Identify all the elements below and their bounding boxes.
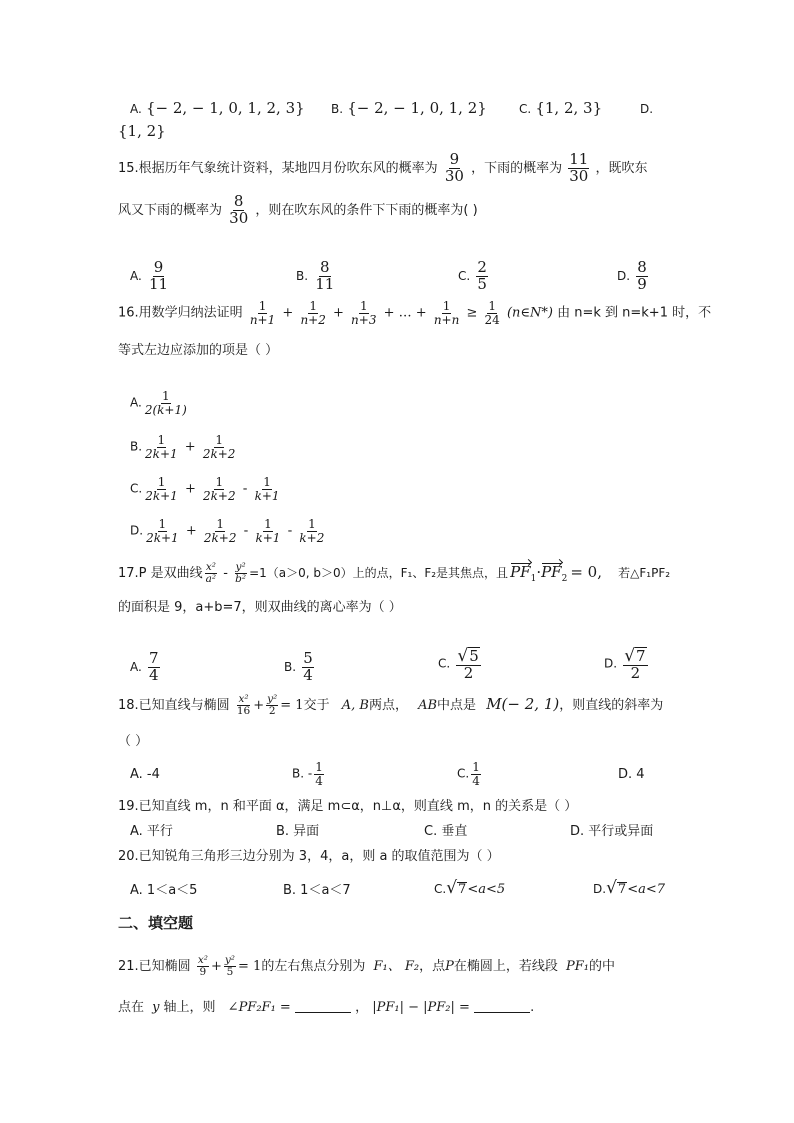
q21-text1: 21.已知椭圆: [118, 959, 191, 975]
q15-option-c: [458, 260, 490, 293]
q21-frac-x-num: x²: [197, 954, 208, 966]
q16-option-c-minus: -: [242, 481, 248, 497]
q17-option-a-num: 7: [148, 649, 159, 667]
q18-frac-y-den: 2: [268, 705, 276, 718]
q15-frac-both-num: 8: [233, 192, 244, 210]
q21-text7: 轴上，则: [163, 1000, 216, 1015]
q17-option-c-radicand: 5: [469, 647, 479, 665]
q21-text4: 在椭圆上，若线段: [453, 959, 558, 975]
q18-option-b-label: B. -: [292, 766, 313, 781]
q16-option-d-minus1: -: [243, 523, 249, 539]
q18-frac-y: [266, 694, 278, 717]
q17-vector-pf2: PF: [541, 563, 562, 582]
q16-option-c-label: C.: [130, 481, 143, 496]
q16-term3-den: n+3: [351, 312, 377, 327]
q16-option-c-frac1: [144, 476, 179, 502]
q16-option-b-plus: +: [184, 439, 196, 455]
q21-text5: 的中: [589, 959, 616, 975]
q21-segment-pf1: PF₁: [566, 959, 589, 975]
q15-option-a-label: A.: [130, 268, 142, 283]
q15-stem-line2: [118, 194, 478, 227]
q16-option-b-den1: 2k+1: [145, 446, 178, 461]
q17-option-d-radicand: 7: [636, 647, 646, 665]
q18-option-c-den: 4: [472, 773, 480, 788]
q15-option-a-frac: [148, 260, 169, 293]
q15-option-b-label: B.: [296, 268, 309, 283]
q14-option-b: [331, 101, 487, 116]
q17-option-c-den: 2: [463, 663, 474, 682]
q17-frac-y: [234, 562, 247, 585]
q16-text3: 等式左边应添加的项是（ ）: [118, 343, 279, 358]
q15-text1: 15.根据历年气象统计资料，某地四月份吹东风的概率为: [118, 160, 438, 176]
q21-angle-expr: ∠PF₂F₁ =: [227, 1000, 291, 1015]
q21-frac-y: [224, 955, 236, 978]
q14-option-c-set: {1, 2, 3}: [535, 99, 603, 117]
q21-plus: +: [210, 959, 222, 975]
q16-term3: [350, 300, 377, 326]
q16-option-d-plus: +: [185, 523, 197, 539]
q18-equals-one: = 1: [280, 698, 304, 714]
q15-frac-east-num: 9: [449, 150, 460, 168]
q16-option-a-frac: [144, 390, 188, 416]
q16-term2: [299, 300, 326, 326]
q14-option-a-set: {− 2, − 1, 0, 1, 2, 3}: [145, 99, 305, 117]
q16-option-b-frac1: [144, 434, 179, 460]
q17-text4: 的面积是 9，a+b=7，则双曲线的离心率为（ ）: [118, 600, 402, 615]
q15-option-c-frac: [476, 260, 488, 293]
q15-option-d-label: D.: [617, 268, 631, 283]
q17-text3: 若△F₁PF₂: [618, 566, 671, 581]
q18-text5: ，则直线的斜率为: [559, 698, 664, 714]
q15-frac-east: [444, 152, 465, 185]
q17-option-b-den: 4: [303, 665, 313, 684]
q18-option-c-label: C.: [457, 766, 470, 781]
q16-text1: 16.用数学归纳法证明: [118, 305, 243, 321]
q16-plus-2: +: [333, 305, 344, 321]
q16-option-d-num3: 1: [264, 517, 272, 531]
q14-option-c-label: C.: [519, 102, 532, 116]
q21-stem-line1: [118, 955, 615, 978]
q18-text1: 18.已知直线与椭圆: [118, 698, 230, 714]
q18-text3: 两点，: [368, 698, 408, 714]
q18-midpoint: M(− 2, 1): [486, 695, 560, 714]
q18-text4: 中点是: [437, 698, 477, 714]
q16-rhs-num: 1: [488, 299, 496, 313]
q17-option-b-frac: [302, 651, 314, 684]
q16-option-a-num: 1: [161, 389, 170, 403]
q21-point-p: P: [445, 959, 454, 975]
q17-option-d-den: 2: [630, 663, 641, 682]
q16-option-b-den2: 2k+2: [202, 446, 236, 461]
q16-text2: 由 n=k 到 n=k+1 时，不: [557, 305, 712, 321]
q17-vector-pf1-sub: 1: [530, 574, 537, 585]
q15-option-a: [130, 260, 171, 293]
q16-term2-den: n+2: [300, 312, 326, 327]
q15-stem-line1: [118, 152, 647, 185]
q15-option-a-num: 9: [153, 258, 164, 276]
q16-option-d-den1: 2k+1: [146, 530, 179, 545]
q18-option-b-num: 1: [315, 760, 323, 774]
q18-option-c: [457, 761, 483, 787]
q20-option-b: B. 1＜a＜7: [283, 883, 351, 898]
q15-option-a-den: 11: [148, 274, 169, 293]
q18-text2: 交于: [303, 698, 330, 714]
q17-text1: 17.P 是双曲线: [118, 566, 203, 582]
q14-option-a: [130, 101, 305, 116]
q21-foci: F₁、 F₂: [373, 959, 420, 975]
q18-option-d: D. 4: [618, 767, 645, 782]
q16-option-c-frac2: [202, 476, 237, 502]
q16-rhs: [484, 300, 501, 326]
q19-option-d: D. 平行或异面: [570, 824, 654, 839]
q15-option-c-den: 5: [477, 274, 487, 293]
q15-frac-both: [228, 194, 249, 227]
q17-option-b-label: B.: [284, 659, 297, 674]
q16-option-c-num3: 1: [263, 475, 271, 489]
q20-option-a: A. 1＜a＜5: [130, 883, 198, 898]
q15-option-b-frac: [314, 260, 335, 293]
q14-option-b-label: B.: [331, 102, 344, 116]
q16-plus-1: +: [282, 305, 294, 321]
q15-frac-east-den: 30: [444, 166, 464, 185]
q20-option-d: [593, 880, 665, 897]
q18-points: A, B: [341, 698, 369, 714]
q17-vector-pf2-sub: 2: [561, 574, 568, 585]
q20-option-c-range: <a<5: [467, 882, 506, 897]
q16-option-d-frac1: [145, 518, 180, 544]
q16-option-d-num2: 1: [216, 517, 224, 531]
q16-option-d-frac2: [203, 518, 238, 544]
q16-option-d-minus2: -: [287, 523, 293, 539]
q19-option-c: C. 垂直: [424, 824, 468, 839]
q15-frac-both-den: 30: [229, 208, 249, 227]
q17-stem-line1: [118, 562, 670, 585]
q19-stem: 19.已知直线 m，n 和平面 α，满足 m⊂α，n⊥α，则直线 m，n 的关系是（ ）: [118, 799, 578, 814]
q16-option-b-label: B.: [130, 439, 143, 454]
q20-option-c-label: C.: [434, 882, 447, 896]
q16-option-c-den2: 2k+2: [203, 488, 236, 503]
q14-option-d-label: D.: [640, 102, 654, 116]
q18-option-b-den: 4: [315, 773, 323, 788]
q21-frac-x: [197, 955, 209, 978]
q15-option-d-frac: [636, 260, 648, 293]
q17-option-d-sqrt: √ 7: [624, 645, 646, 666]
q15-option-c-num: 2: [477, 258, 487, 276]
q16-option-c-num2: 1: [215, 475, 224, 489]
q16-option-d-num1: 1: [158, 517, 167, 531]
q17-frac-y-den: b²: [235, 573, 247, 586]
q21-equals-one: = 1: [238, 959, 262, 975]
q15-text4: 风又下雨的概率为: [118, 202, 223, 218]
q15-option-c-label: C.: [458, 268, 471, 283]
q21-frac-x-den: 9: [199, 966, 207, 979]
q18-option-b-frac: [314, 761, 324, 787]
q14-option-b-set: {− 2, − 1, 0, 1, 2}: [347, 99, 487, 117]
q20-stem: 20.已知锐角三角形三边分别为 3，4，a，则 a 的取值范围为（ ）: [118, 849, 500, 864]
q17-option-d-frac: [623, 647, 647, 681]
q20-option-d-sqrt: √ 7: [606, 878, 627, 898]
q15-frac-rain-den: 30: [569, 166, 589, 185]
q17-option-c-label: C.: [438, 656, 451, 671]
q16-option-d: [130, 518, 327, 544]
q14-option-c: [519, 101, 602, 116]
q16-term-n-den: n+n: [433, 312, 460, 327]
q17-option-a-label: A.: [130, 659, 142, 674]
q17-option-d-label: D.: [604, 656, 618, 671]
q18-option-c-frac: [471, 761, 481, 787]
q15-option-b: [296, 260, 337, 293]
q21-answer-blank-1[interactable]: [295, 1000, 351, 1013]
q17-minus: -: [223, 566, 228, 582]
q17-option-a: [130, 651, 162, 684]
q16-option-c-den1: 2k+1: [145, 488, 178, 503]
q16-term-n: [433, 300, 461, 326]
q16-term1-num: 1: [258, 299, 267, 313]
q21-text3: ，点: [419, 959, 446, 975]
q21-abs-expr: |PF₁| − |PF₂| =: [372, 1000, 470, 1015]
q18-frac-x-num: x²: [238, 693, 249, 705]
q21-comma: ，: [355, 1000, 369, 1015]
q21-text2: 的左右焦点分别为: [261, 959, 366, 975]
q20-option-d-radicand: 7: [617, 881, 627, 897]
q17-frac-x-den: a²: [205, 573, 217, 586]
q17-frac-x: [205, 562, 217, 585]
section-title-fill-in: 二、填空题: [118, 914, 194, 932]
q15-frac-rain: [568, 152, 589, 185]
q16-option-c-den3: k+1: [254, 488, 280, 503]
q15-frac-rain-num: 11: [569, 150, 589, 168]
q15-text3: ，既吹东: [595, 160, 648, 176]
q17-text2: =1（a＞0, b＞0）上的点，F₁、F₂是其焦点，且: [249, 566, 509, 581]
q17-frac-y-num: y²: [235, 561, 246, 573]
q17-equals-zero: = 0,: [570, 563, 602, 582]
q17-option-b-num: 5: [303, 649, 313, 667]
q17-option-a-den: 4: [148, 665, 159, 684]
q18-option-b: [292, 761, 326, 787]
q16-option-d-den3: k+1: [255, 530, 281, 545]
q16-term3-num: 1: [359, 299, 368, 313]
q16-option-b-num2: 1: [215, 433, 223, 447]
q16-option-d-den2: 2k+2: [203, 530, 237, 545]
q17-option-c-sqrt: √ 5: [457, 645, 479, 666]
q18-segment-ab: AB: [418, 698, 438, 714]
q16-option-b-num1: 1: [157, 433, 166, 447]
q16-option-d-den4: k+2: [299, 530, 325, 545]
q17-option-c: [438, 647, 483, 681]
q16-option-b-frac2: [202, 434, 237, 460]
q20-option-c-radicand: 7: [458, 881, 467, 897]
q20-option-c-sqrt: √ 7: [446, 878, 467, 898]
q21-period: .: [530, 1000, 535, 1015]
q15-option-b-num: 8: [319, 258, 330, 276]
q16-term1-den: n+1: [249, 312, 276, 327]
q16-option-c-num1: 1: [157, 475, 166, 489]
q15-option-d-num: 8: [637, 258, 647, 276]
q21-frac-y-den: 5: [226, 966, 234, 979]
q17-option-a-frac: [148, 651, 160, 684]
q16-option-d-frac3: [254, 518, 281, 544]
q15-text5: ，则在吹东风的条件下下雨的概率为( ): [255, 202, 478, 218]
q14-option-d-set: {1, 2}: [118, 122, 166, 140]
q16-option-d-num4: 1: [308, 517, 316, 531]
q16-option-a-den: 2(k+1): [144, 402, 187, 417]
q16-option-c-frac3: [254, 476, 281, 502]
q17-frac-x-num: x²: [205, 561, 216, 573]
q19-option-a: A. 平行: [130, 824, 173, 839]
q21-answer-blank-2[interactable]: [474, 1000, 530, 1013]
q16-term-n-num: 1: [442, 299, 451, 313]
q16-dots: + … +: [383, 305, 427, 321]
q21-stem-line2: [118, 1000, 534, 1014]
q20-option-c: [434, 880, 505, 897]
q17-option-b: [284, 651, 316, 684]
q18-frac-x: [236, 694, 251, 717]
q21-y-axis: y: [152, 1000, 160, 1015]
q21-text6: 点在: [118, 1000, 145, 1015]
q17-dot: ·: [536, 563, 542, 582]
q17-vector-pf1: PF: [510, 563, 531, 582]
q15-option-d-den: 9: [637, 274, 647, 293]
q16-term2-num: 1: [309, 299, 317, 313]
q14-option-a-label: A.: [130, 102, 142, 116]
q19-option-b: B. 异面: [276, 824, 320, 839]
q15-option-b-den: 11: [315, 274, 335, 293]
q16-option-c-plus: +: [184, 481, 196, 497]
q18-plus: +: [253, 698, 265, 714]
q16-option-b: [130, 434, 238, 460]
q15-option-d: [617, 260, 650, 293]
q17-option-c-frac: [456, 647, 480, 681]
q18-text6: （ ）: [118, 734, 149, 749]
q14-option-d: [640, 103, 653, 116]
q16-stem-line1: [118, 300, 711, 326]
q16-option-c: [130, 476, 283, 502]
q20-option-d-label: D.: [593, 882, 607, 896]
q16-rhs-den: 24: [484, 312, 500, 327]
q16-geq: ≥: [466, 305, 478, 321]
q16-option-d-frac4: [298, 518, 325, 544]
q20-option-d-range: <a<7: [627, 882, 665, 897]
q18-option-a: A. -4: [130, 767, 160, 782]
q16-option-a-label: A.: [130, 395, 142, 410]
q16-term1: [249, 300, 276, 326]
q16-condition: (n∈N*): [506, 305, 553, 321]
q18-stem-line1: [118, 694, 663, 717]
q15-text2: ，下雨的概率为: [471, 160, 563, 176]
q18-option-c-num: 1: [472, 760, 480, 774]
q16-option-d-label: D.: [130, 523, 144, 538]
q18-frac-y-num: y²: [267, 693, 278, 705]
q18-frac-x-den: 16: [236, 705, 251, 718]
q16-option-a: [130, 390, 190, 416]
q17-option-d: [604, 647, 650, 681]
q21-frac-y-num: y²: [224, 954, 236, 966]
